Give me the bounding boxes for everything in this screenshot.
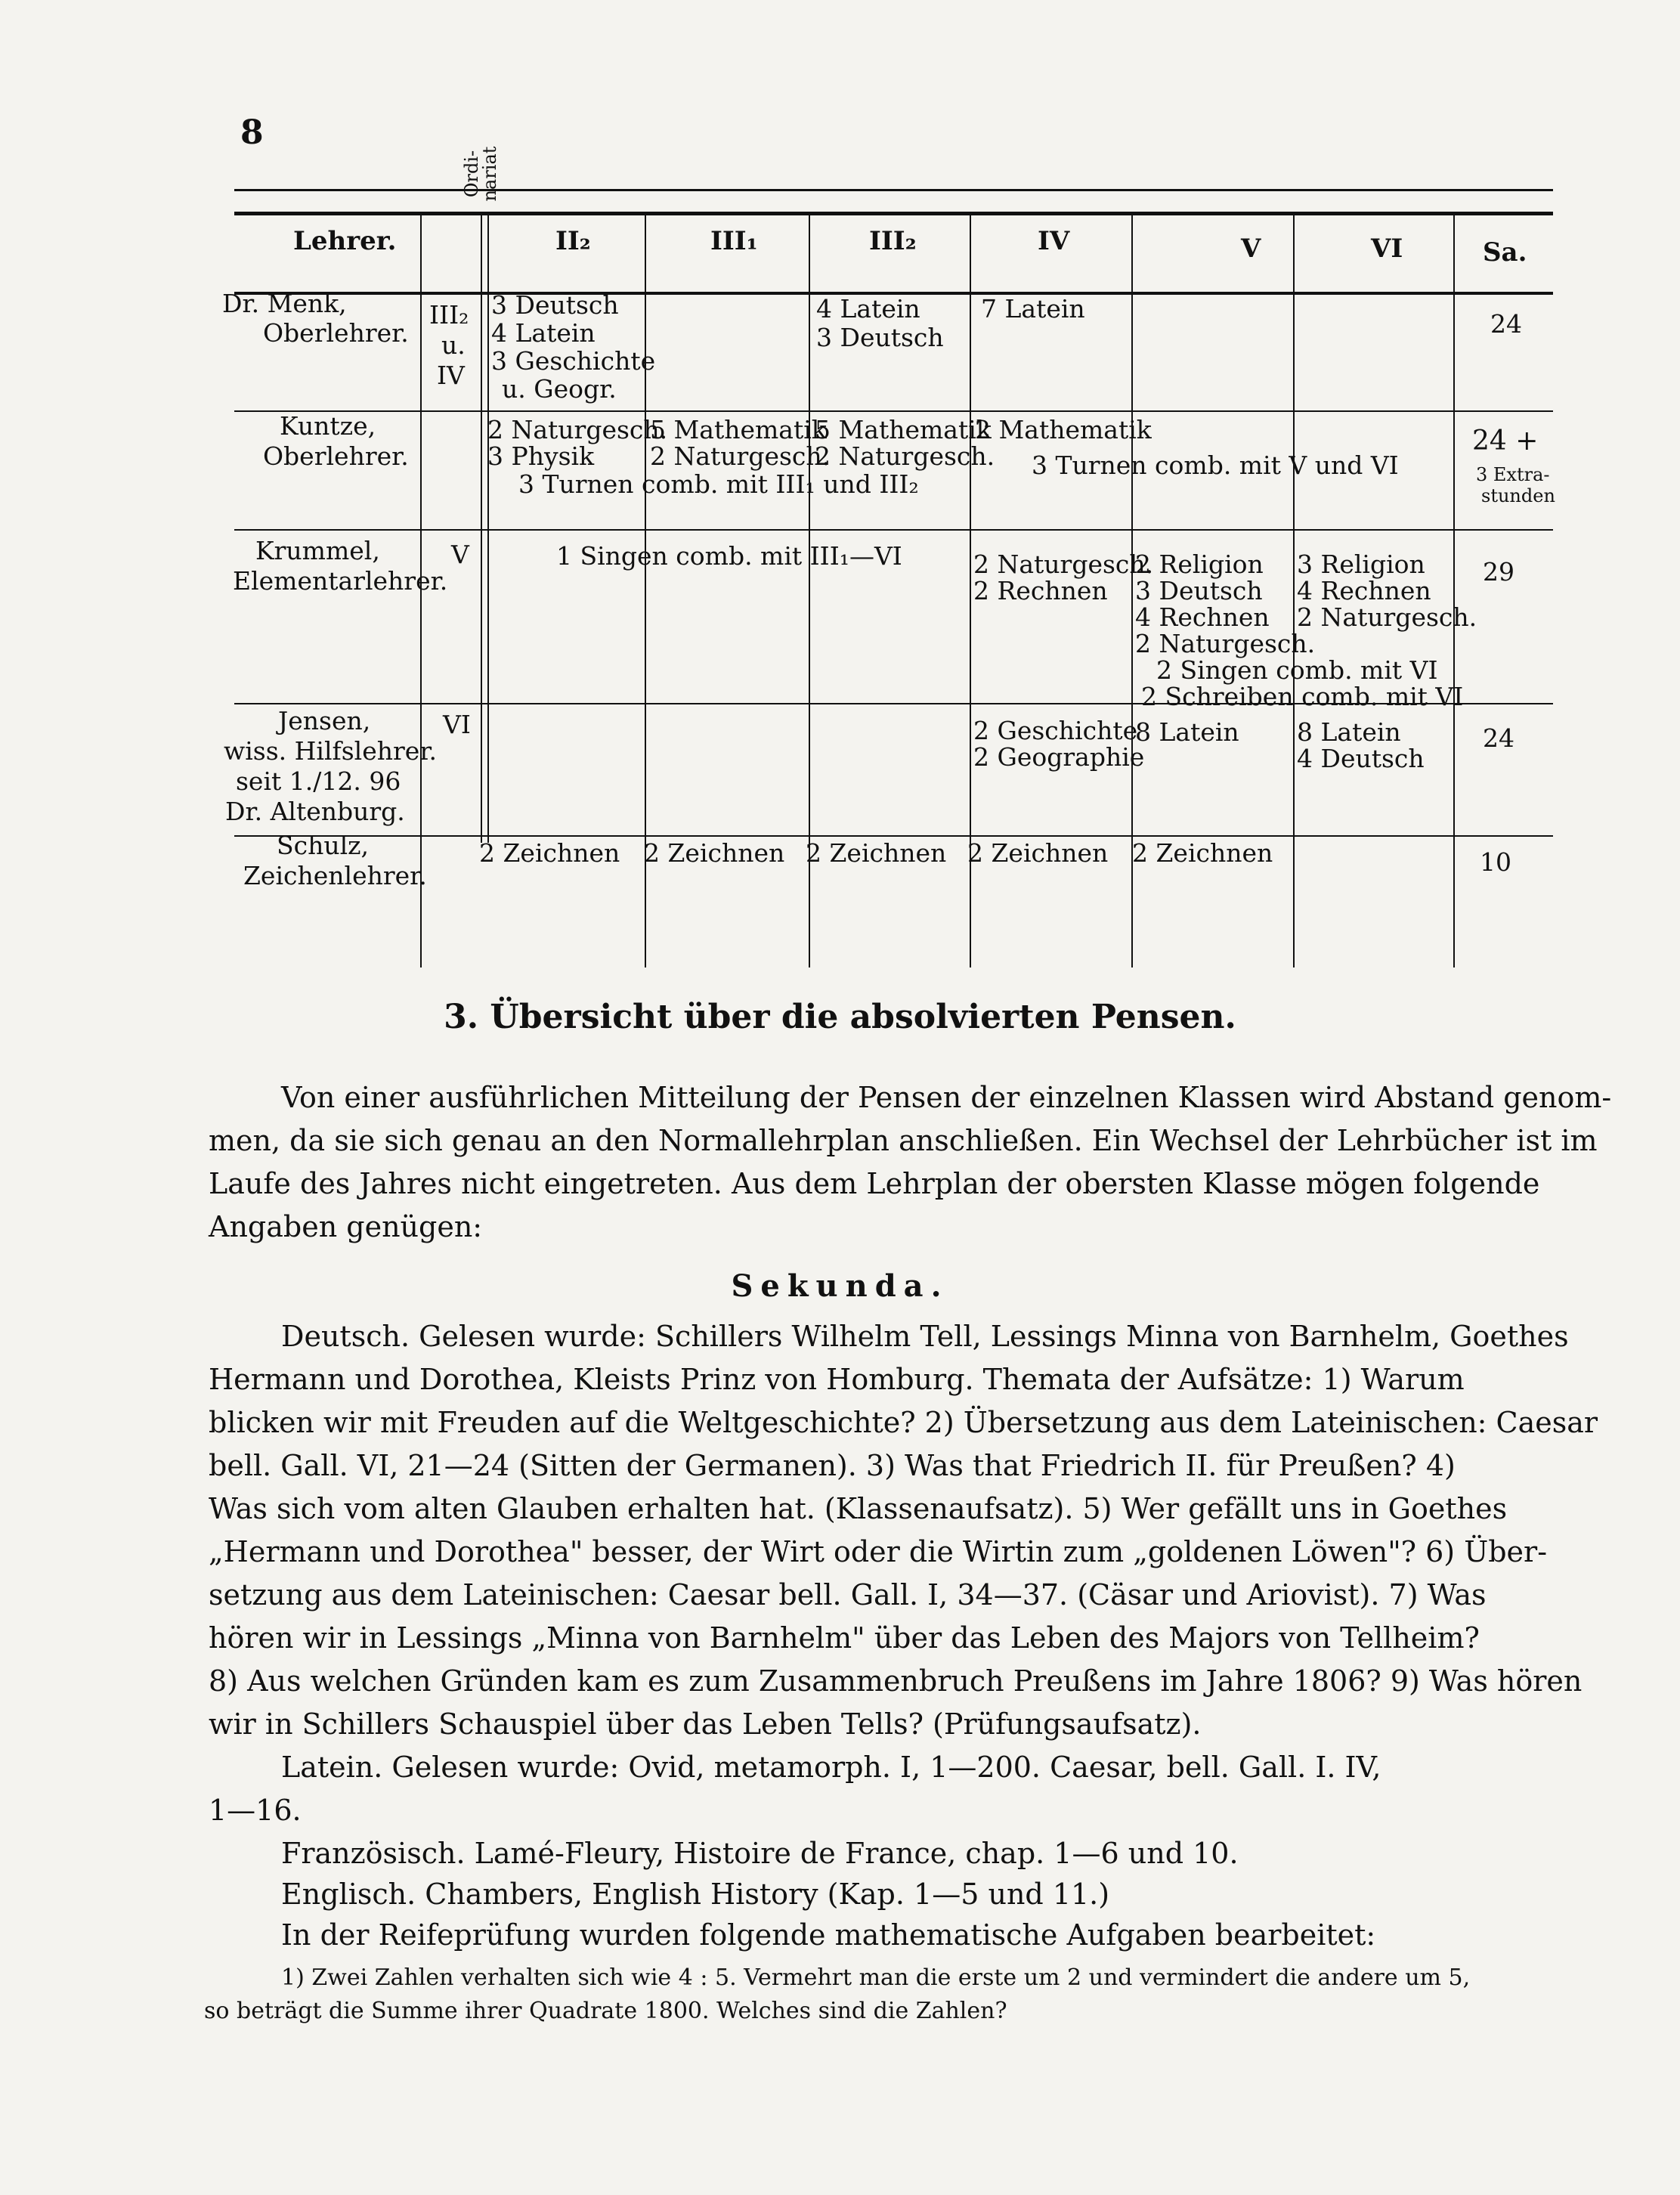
cell-sum: 10 [1480,847,1511,877]
teacher-name: Jensen, [278,706,371,735]
ordinariat: III₂ [429,300,469,330]
table-rule-row [234,835,1553,837]
franzoesisch-line: Französisch. Lamé-Fleury, Histoire de France, chap. 1—6 und 10. [281,1837,1239,1870]
text-line: 1—16. [209,1794,302,1827]
cell-c1: 3 Deutsch [491,290,619,320]
cell-c4: 2 Naturgesch. [973,550,1154,579]
teacher-note: seit 1./12. 96 [236,766,401,796]
teacher-name: Kuntze, [280,411,376,441]
teacher-name: Krummel, [255,536,380,565]
text-line: Von einer ausführlichen Mitteilung der Pensen der einzelnen Klassen wird Abstand genom- [281,1081,1612,1114]
cell-c4: 2 Geographie [973,742,1145,772]
cell-sum: 29 [1483,557,1514,587]
cell-c1: u. Geogr. [502,374,617,404]
ordinariat: VI [443,710,471,739]
cell-sum: 24 [1490,309,1522,339]
subheading-sekunda: Sekunda. [731,1268,949,1304]
cell-span: 2 Singen comb. mit VI [1156,655,1438,685]
cell-c6: 4 Rechnen [1297,576,1431,605]
cell-c5: 2 Religion [1135,550,1264,579]
cell-c3: 3 Deutsch [816,323,944,352]
table-col-rule [481,212,482,843]
text-line: 8) Aus welchen Gründen kam es zum Zusammenbruch Preußens im Jahre 1806? 9) Was hören [209,1664,1583,1698]
header-lehrer: Lehrer. [293,226,397,256]
cell-c1: 3 Geschichte [491,346,656,376]
cell-c5: 2 Zeichnen [1132,838,1273,868]
ordinariat: u. [441,330,466,360]
cell-c6: 4 Deutsch [1297,744,1425,773]
cell-c4: 7 Latein [981,294,1085,324]
cell-c4: 2 Mathematik [975,415,1152,444]
table-rule-top-thick [234,212,1553,215]
header-c1: II₂ [555,226,591,256]
text-line: Was sich vom alten Glauben erhalten hat. (Klassenaufsatz). 5) Wer gefällt uns in Goethes [209,1492,1508,1525]
teacher-title: Elementarlehrer. [233,566,448,596]
text-line: hören wir in Lessings „Minna von Barnhelm" über das Leben des Majors von Tellheim? [209,1621,1480,1655]
header-c3: III₂ [869,226,917,256]
cell-span: 3 Turnen comb. mit III₁ und III₂ [518,469,919,499]
table-col-rule [487,212,489,843]
cell-c3: 4 Latein [816,294,920,324]
text-line: Laufe des Jahres nicht eingetreten. Aus dem Lehrplan der obersten Klasse mögen folgende [209,1167,1540,1200]
section-heading: 3. Übersicht über die absolvierten Pensen. [444,998,1236,1036]
teacher-name: Schulz, [277,831,370,860]
cell-c2: 2 Naturgesch. [650,441,831,471]
cell-c1: 2 Zeichnen [479,838,620,868]
header-c2: III₁ [710,226,758,256]
table-col-rule [1293,212,1295,967]
cell-c1: 4 Latein [491,318,596,348]
cell-c4: 2 Geschichte [973,716,1138,745]
englisch-line: Englisch. Chambers, English History (Kap. 1—5 und 11.) [281,1878,1110,1911]
table-rule-row [234,529,1553,531]
cell-c1: 2 Naturgesch. [487,415,668,444]
cell-span: 2 Schreiben comb. mit VI [1141,682,1464,711]
text-line: bell. Gall. VI, 21—24 (Sitten der Germanen). 3) Was that Friedrich II. für Preußen? 4) [209,1449,1456,1482]
cell-c3: 2 Zeichnen [806,838,947,868]
cell-c6: 3 Religion [1297,550,1425,579]
header-sum: Sa. [1483,237,1527,268]
text-line: „Hermann und Dorothea" besser, der Wirt oder die Wirtin zum „goldenen Löwen"? 6) Über- [209,1535,1548,1568]
cell-span: 1 Singen comb. mit III₁—VI [556,541,902,571]
cell-c3: 5 Mathematik [815,415,992,444]
cell-c2: 2 Zeichnen [644,838,785,868]
cell-c1: 3 Physik [487,441,595,471]
cell-sum: 24 + [1472,426,1539,457]
ordinariat: IV [437,361,465,390]
cell-c6: 2 Naturgesch. [1297,602,1477,632]
cell-sum-note: 3 Extra- [1476,464,1550,485]
text-line: setzung aus dem Lateinischen: Caesar bell. Gall. I, 34—37. (Cäsar und Ariovist). 7) Was [209,1578,1487,1611]
page-number: 8 [240,113,264,152]
teacher-title: Zeichenlehrer. [243,861,427,890]
footnote-line: so beträgt die Summe ihrer Quadrate 1800. Welches sind die Zahlen? [204,1998,1007,2024]
text-line: blicken wir mit Freuden auf die Weltgeschichte? 2) Übersetzung aus dem Lateinischen: Caesar [209,1406,1598,1439]
cell-c4: 2 Rechnen [973,576,1108,605]
cell-span: 3 Turnen comb. mit V und VI [1032,450,1399,480]
text-line: wir in Schillers Schauspiel über das Leben Tells? (Prüfungsaufsatz). [209,1707,1202,1741]
cell-c5: 8 Latein [1135,717,1239,747]
cell-c5: 4 Rechnen [1135,602,1270,632]
text-line: Angaben genügen: [209,1210,483,1243]
header-ordinariat: Ordi-nariat [461,146,500,202]
cell-c2: 5 Mathematik [650,415,827,444]
table-rule-row [234,410,1553,412]
cell-c5: 3 Deutsch [1135,576,1263,605]
teacher-title: wiss. Hilfslehrer. [224,736,437,766]
cell-sum: 24 [1483,723,1514,753]
teacher-name: Dr. Altenburg. [225,797,405,826]
teacher-name: Dr. Menk, [222,289,347,318]
table-col-rule [1453,212,1455,967]
table-rule-top [234,189,1553,191]
cell-sum-note: stunden [1481,485,1555,506]
text-line: Hermann und Dorothea, Kleists Prinz von Homburg. Themata der Aufsätze: 1) Warum [209,1363,1465,1396]
cell-c3: 2 Naturgesch. [815,441,995,471]
reifepruefung-line: In der Reifeprüfung wurden folgende mathematische Aufgaben bearbeitet: [281,1918,1376,1952]
teacher-title: Oberlehrer. [263,441,409,471]
text-line: Latein. Gelesen wurde: Ovid, metamorph. I, 1—200. Caesar, bell. Gall. I. IV, [281,1751,1381,1784]
cell-c5: 2 Naturgesch. [1135,629,1316,658]
header-c5: V [1241,234,1261,264]
text-line: Deutsch. Gelesen wurde: Schillers Wilhelm Tell, Lessings Minna von Barnhelm, Goethes [281,1320,1569,1353]
footnote-line: 1) Zwei Zahlen verhalten sich wie 4 : 5. Vermehrt man die erste um 2 und vermindert die andere um 5, [281,1964,1471,1991]
text-line: men, da sie sich genau an den Normallehrplan anschließen. Ein Wechsel der Lehrbücher ist im [209,1124,1598,1157]
header-c6: VI [1371,234,1403,264]
teacher-title: Oberlehrer. [263,318,409,348]
ordinariat: V [451,540,469,569]
cell-c4: 2 Zeichnen [967,838,1109,868]
header-c4: IV [1038,226,1070,256]
cell-c6: 8 Latein [1297,717,1401,747]
